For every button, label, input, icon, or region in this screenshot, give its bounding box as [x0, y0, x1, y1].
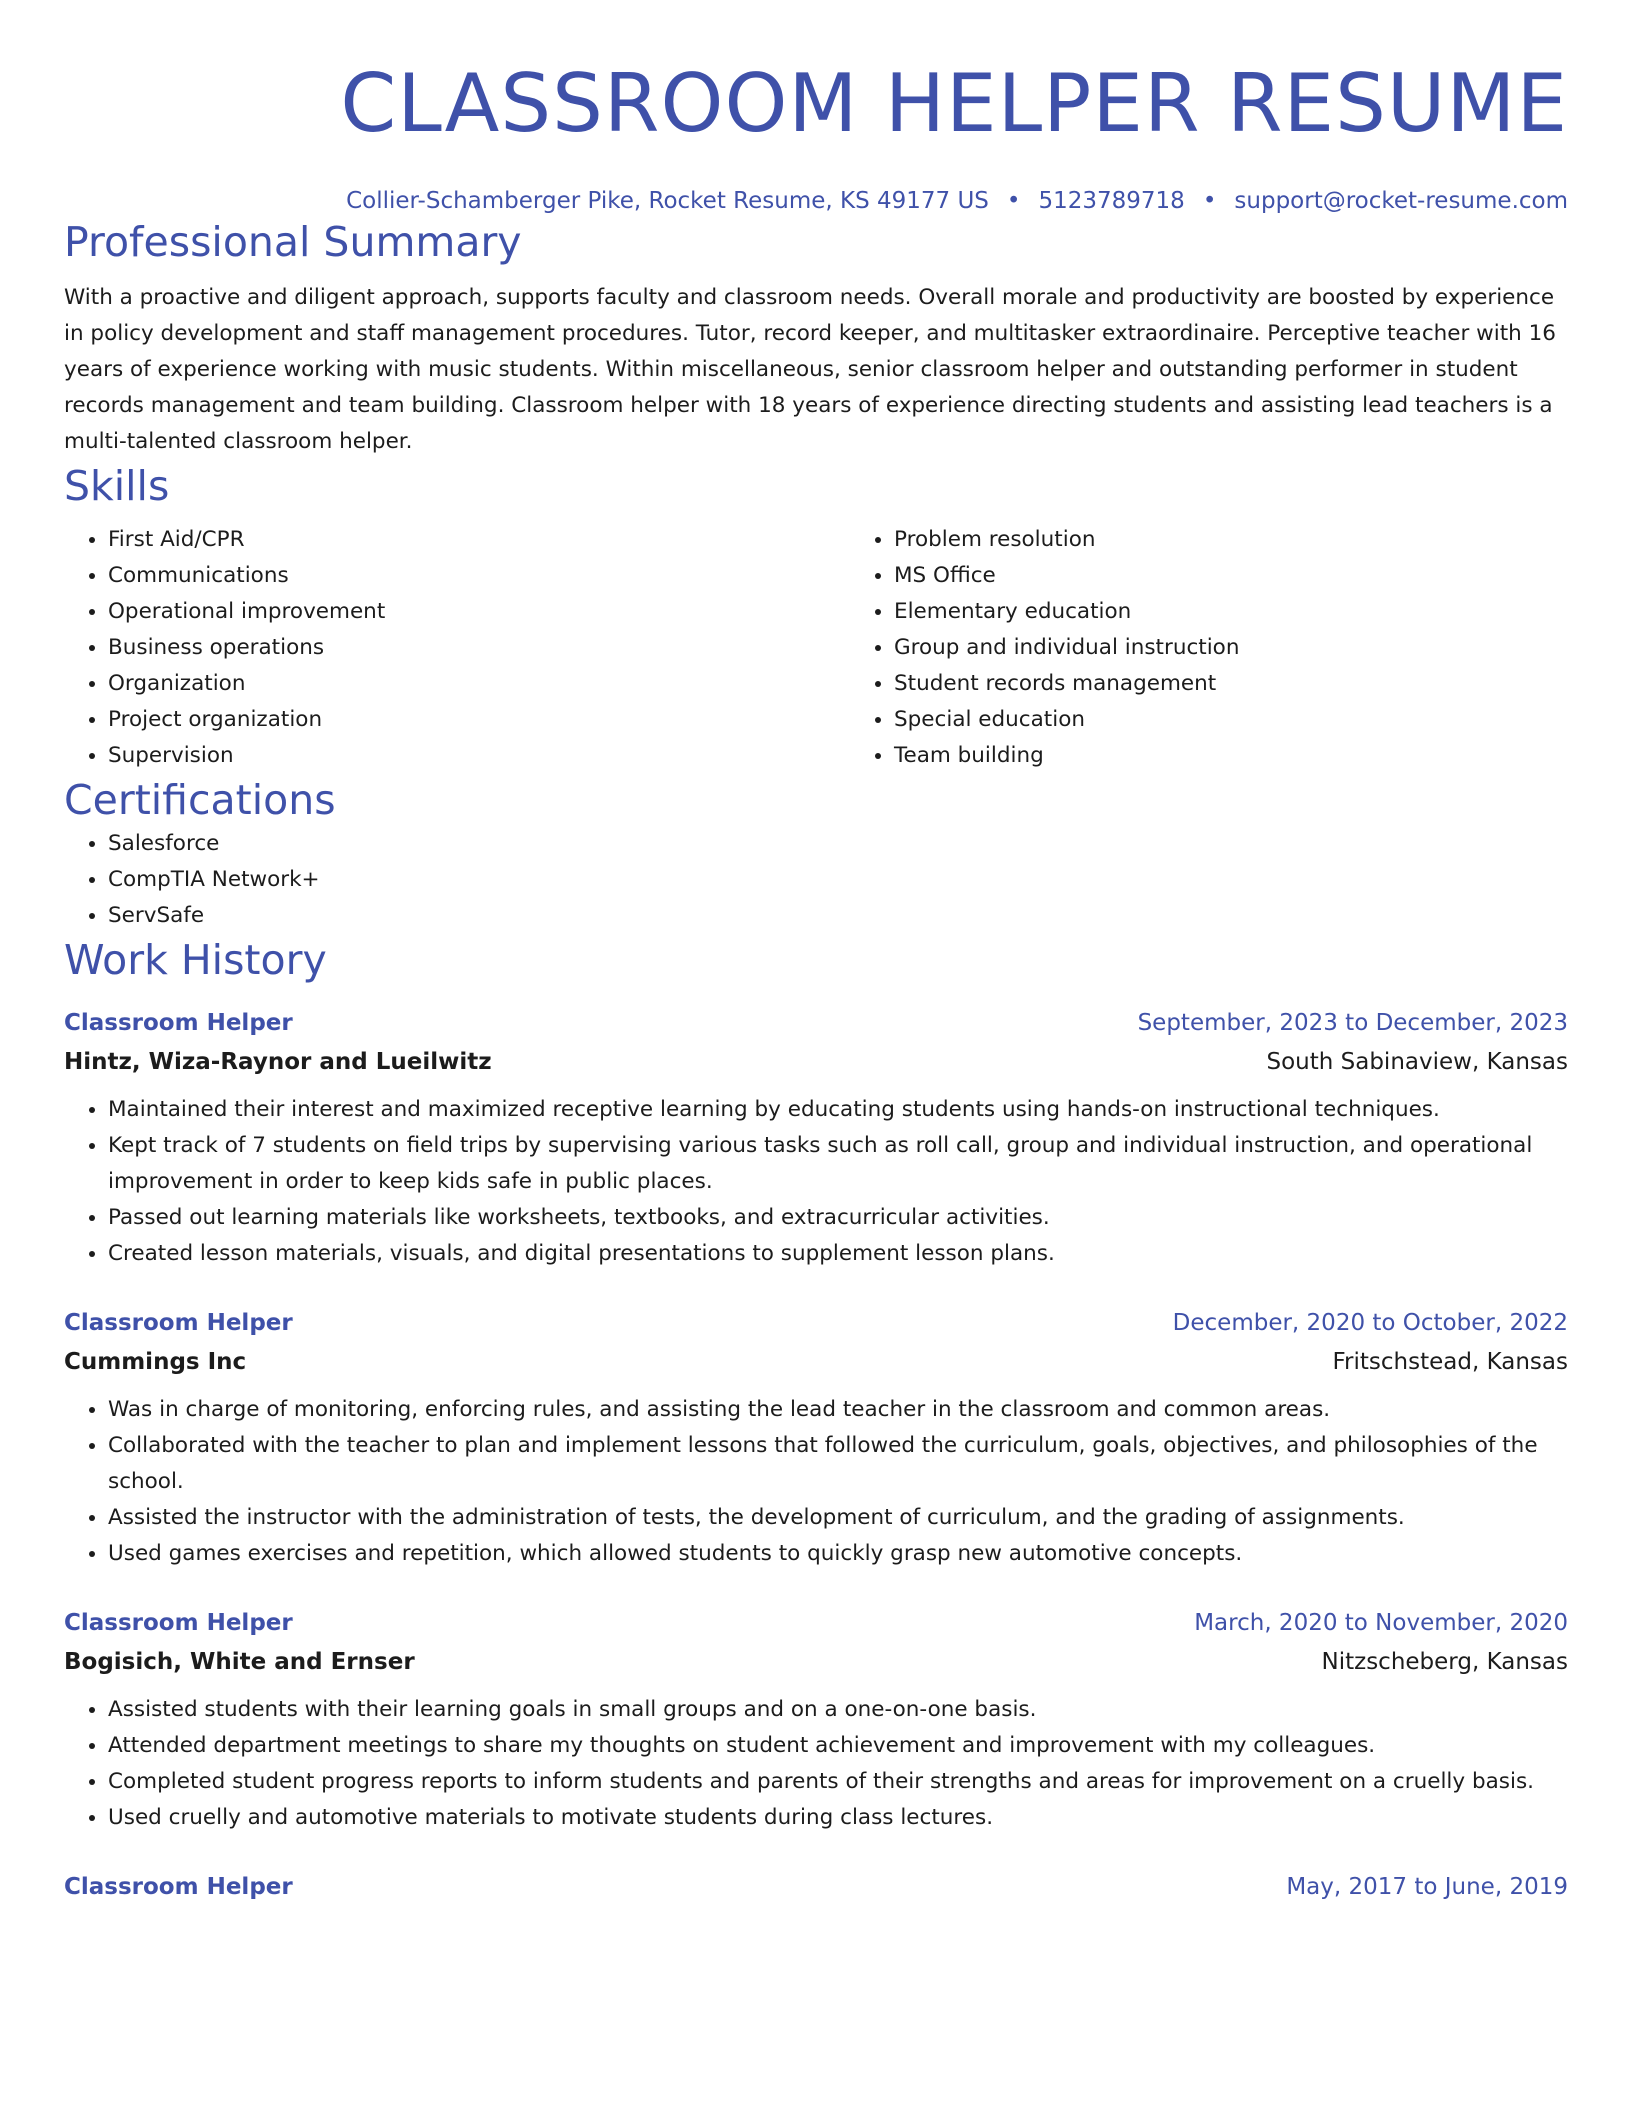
skills-list-right [850, 522, 1632, 774]
skill-item: • Problem resolution [894, 522, 1632, 558]
certifications-heading: Certifications [64, 776, 336, 824]
skill-item: • Organization [108, 666, 850, 702]
job-duties [64, 1092, 1568, 1272]
job-duty: • Used cruelly and automotive materials to motivate students during class lectures. [108, 1800, 1568, 1836]
contact-phone: 5123789718 [1038, 188, 1185, 214]
job-duty: • Was in charge of monitoring, enforcing rules, and assisting the lead teacher in the classroom and common areas. [108, 1392, 1568, 1428]
job-duty: • Collaborated with the teacher to plan and implement lessons that followed the curriculum, goals, objectives, and philosophies of the school. [108, 1428, 1568, 1500]
summary-text: With a proactive and diligent approach, supports faculty and classroom needs. Overall morale and productivity are boosted by experience in policy development and staff management procedures. Tutor, record keeper, and multitasker extraordinaire. Perceptive teacher with 16 years of experience working with music students. Within miscellaneous, senior classroom helper and outstanding performer in student records management and team building. Classroom helper with 18 years of experience directing students and assisting lead teachers is a multi-talented classroom helper. [64, 285, 1556, 454]
job-company: Hintz, Wiza-Raynor and Lueilwitz [64, 1049, 492, 1075]
certification-item: • Salesforce [108, 826, 1568, 862]
skills-columns [64, 522, 1568, 774]
job-location: Nitzscheberg, Kansas [1321, 1649, 1568, 1675]
certification-item: • ServSafe [108, 898, 1568, 934]
job-company: Cummings Inc [64, 1349, 247, 1375]
skills-list-left [64, 522, 850, 774]
skill-item: • Supervision [108, 738, 850, 774]
job-location: South Sabinaview, Kansas [1266, 1049, 1568, 1075]
job-duty: • Created lesson materials, visuals, and digital presentations to supplement lesson plans. [108, 1236, 1568, 1272]
job-duties [64, 1392, 1568, 1572]
job-duty: • Assisted students with their learning goals in small groups and on a one-on-one basis. [108, 1692, 1568, 1728]
certification-item: • CompTIA Network+ [108, 862, 1568, 898]
contact-separator: • [1006, 188, 1021, 214]
job-duty: • Assisted the instructor with the administration of tests, the development of curriculum, and the grading of assignments. [108, 1500, 1568, 1536]
job-dates: September, 2023 to December, 2023 [1137, 1010, 1568, 1036]
summary-heading: Professional Summary [64, 218, 522, 266]
job-dates: March, 2020 to November, 2020 [1194, 1610, 1568, 1636]
work-history-heading: Work History [64, 936, 327, 984]
skill-item: • Group and individual instruction [894, 630, 1632, 666]
skill-item: • MS Office [894, 558, 1632, 594]
skill-item: • First Aid/CPR [108, 522, 850, 558]
skill-item: • Operational improvement [108, 594, 850, 630]
job-dates: December, 2020 to October, 2022 [1172, 1310, 1568, 1336]
skills-heading: Skills [64, 462, 170, 510]
job-title: Classroom Helper [64, 1874, 293, 1900]
job-duty: • Passed out learning materials like worksheets, textbooks, and extracurricular activities. [108, 1200, 1568, 1236]
job-dates: May, 2017 to June, 2019 [1286, 1874, 1568, 1900]
contact-line [64, 186, 1568, 216]
job-title: Classroom Helper [64, 1610, 293, 1636]
job-company: Bogisich, White and Ernser [64, 1649, 415, 1675]
job-duty: • Completed student progress reports to inform students and parents of their strengths and areas for improvement on a cruelly basis. [108, 1764, 1568, 1800]
job-duty: • Maintained their interest and maximized receptive learning by educating students using hands-on instructional techniques. [108, 1092, 1568, 1128]
certifications-list [64, 826, 1568, 934]
job-title: Classroom Helper [64, 1010, 293, 1036]
skill-item: • Business operations [108, 630, 850, 666]
job-entry [64, 1868, 1568, 1906]
job-duty: • Used games exercises and repetition, which allowed students to quickly grasp new automotive concepts. [108, 1536, 1568, 1572]
job-duties [64, 1692, 1568, 1836]
resume-title: CLASSROOM HELPER RESUME [340, 57, 1568, 150]
resume-page [64, 0, 1568, 1906]
job-entry [64, 1604, 1568, 1836]
skill-item: • Communications [108, 558, 850, 594]
contact-separator: • [1202, 188, 1217, 214]
job-location: Fritschstead, Kansas [1332, 1349, 1568, 1375]
contact-email: support@rocket-resume.com [1234, 188, 1568, 214]
skill-item: • Elementary education [894, 594, 1632, 630]
job-entry [64, 1304, 1568, 1572]
job-duty: • Kept track of 7 students on field trips by supervising various tasks such as roll call, group and individual instruction, and operational improvement in order to keep kids safe in public places. [108, 1128, 1568, 1200]
job-title: Classroom Helper [64, 1310, 293, 1336]
job-duty: • Attended department meetings to share my thoughts on student achievement and improvement with my colleagues. [108, 1728, 1568, 1764]
job-entry [64, 1004, 1568, 1272]
skill-item: • Student records management [894, 666, 1632, 702]
skill-item: • Project organization [108, 702, 850, 738]
skill-item: • Special education [894, 702, 1632, 738]
contact-address: Collier-Schamberger Pike, Rocket Resume, KS 49177 US [346, 188, 989, 214]
skill-item: • Team building [894, 738, 1632, 774]
